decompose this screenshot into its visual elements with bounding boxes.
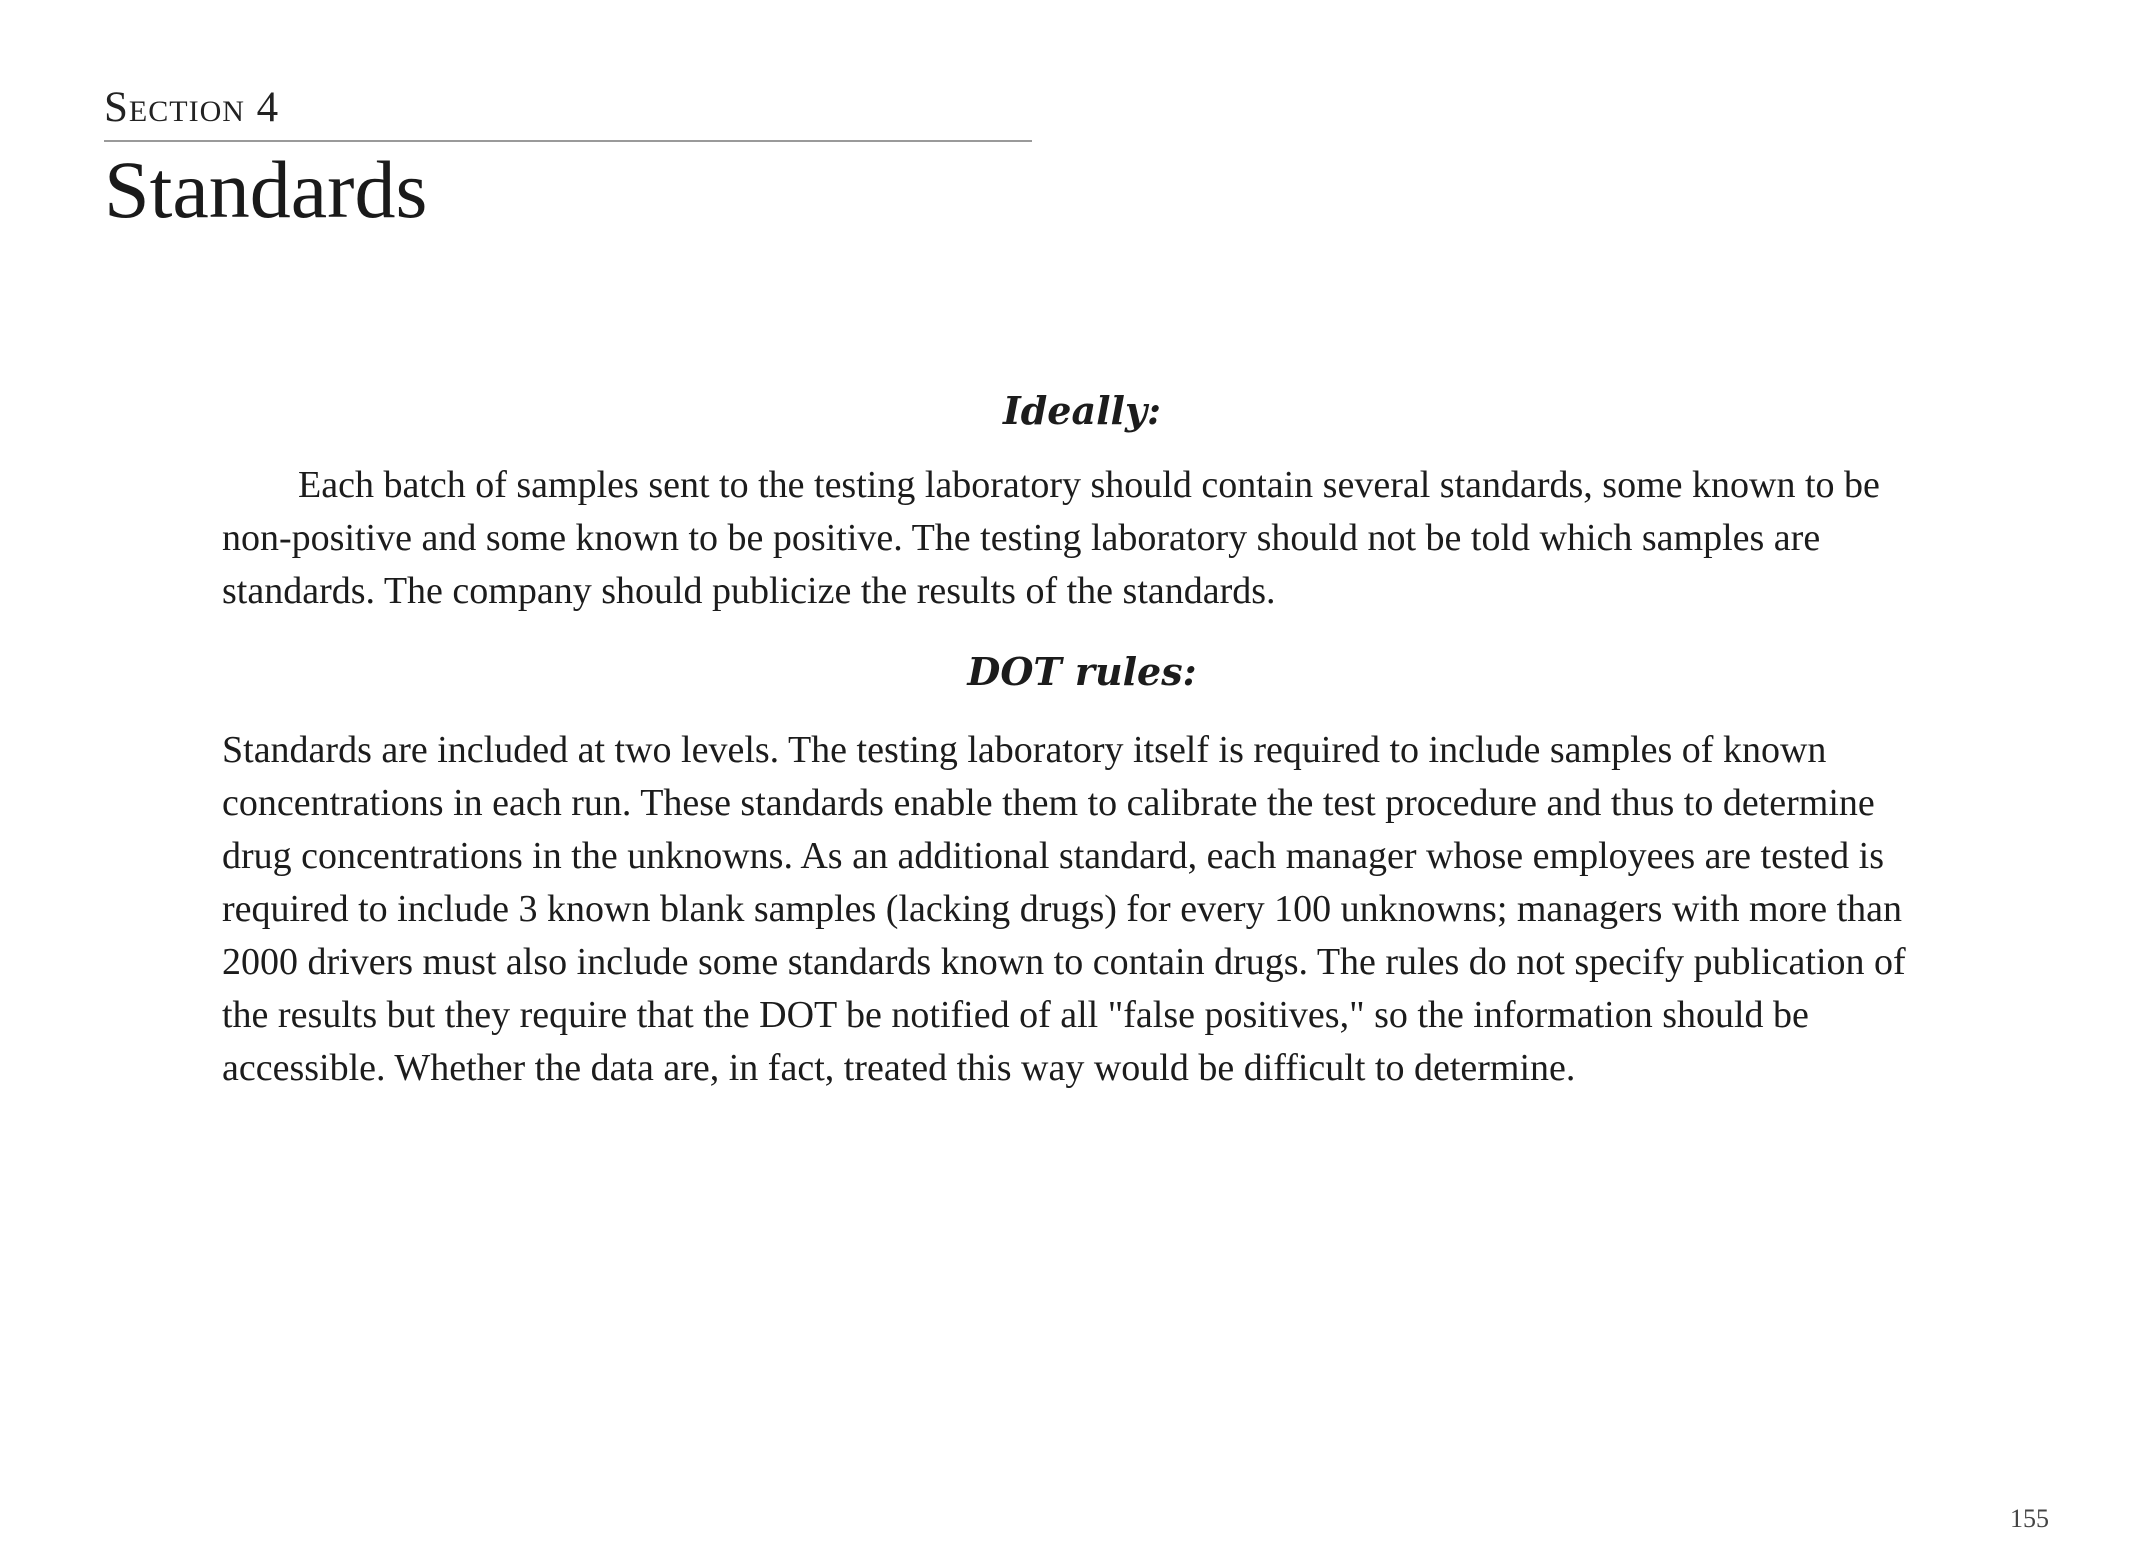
page-number: 155 — [2010, 1504, 2049, 1533]
ideally-paragraph: Each batch of samples sent to the testing laboratory should contain several standards, some known to be non-positive and some known to be positive. The testing laboratory should not be told which samples are standards. The company should publicize the results of the standards. — [222, 464, 1880, 612]
ideally-heading: Ideally: — [1002, 388, 1162, 433]
dot-rules-paragraph: Standards are included at two levels. The testing laboratory itself is required to include samples of known concentrations in each run. These standards enable them to calibrate the test procedure and thus to determine drug concentrations in the unknowns. As an additional standard, each manager whose employees are tested is required to include 3 known blank samples (lacking drugs) for every 100 unknowns; managers with more than 2000 drivers must also include some standards known to contain drugs. The rules do not specify publication of the results but they require that the DOT be notified of all "false positives," so the information should be accessible. Whether the data are, in fact, treated this way would be difficult to determine. — [222, 729, 1906, 1089]
page-title: Standards — [104, 144, 428, 235]
dot-rules-heading: DOT rules: — [967, 649, 1197, 694]
body-content — [222, 385, 1942, 1095]
section-label: Section 4 — [104, 84, 280, 131]
section-header — [104, 84, 1032, 238]
